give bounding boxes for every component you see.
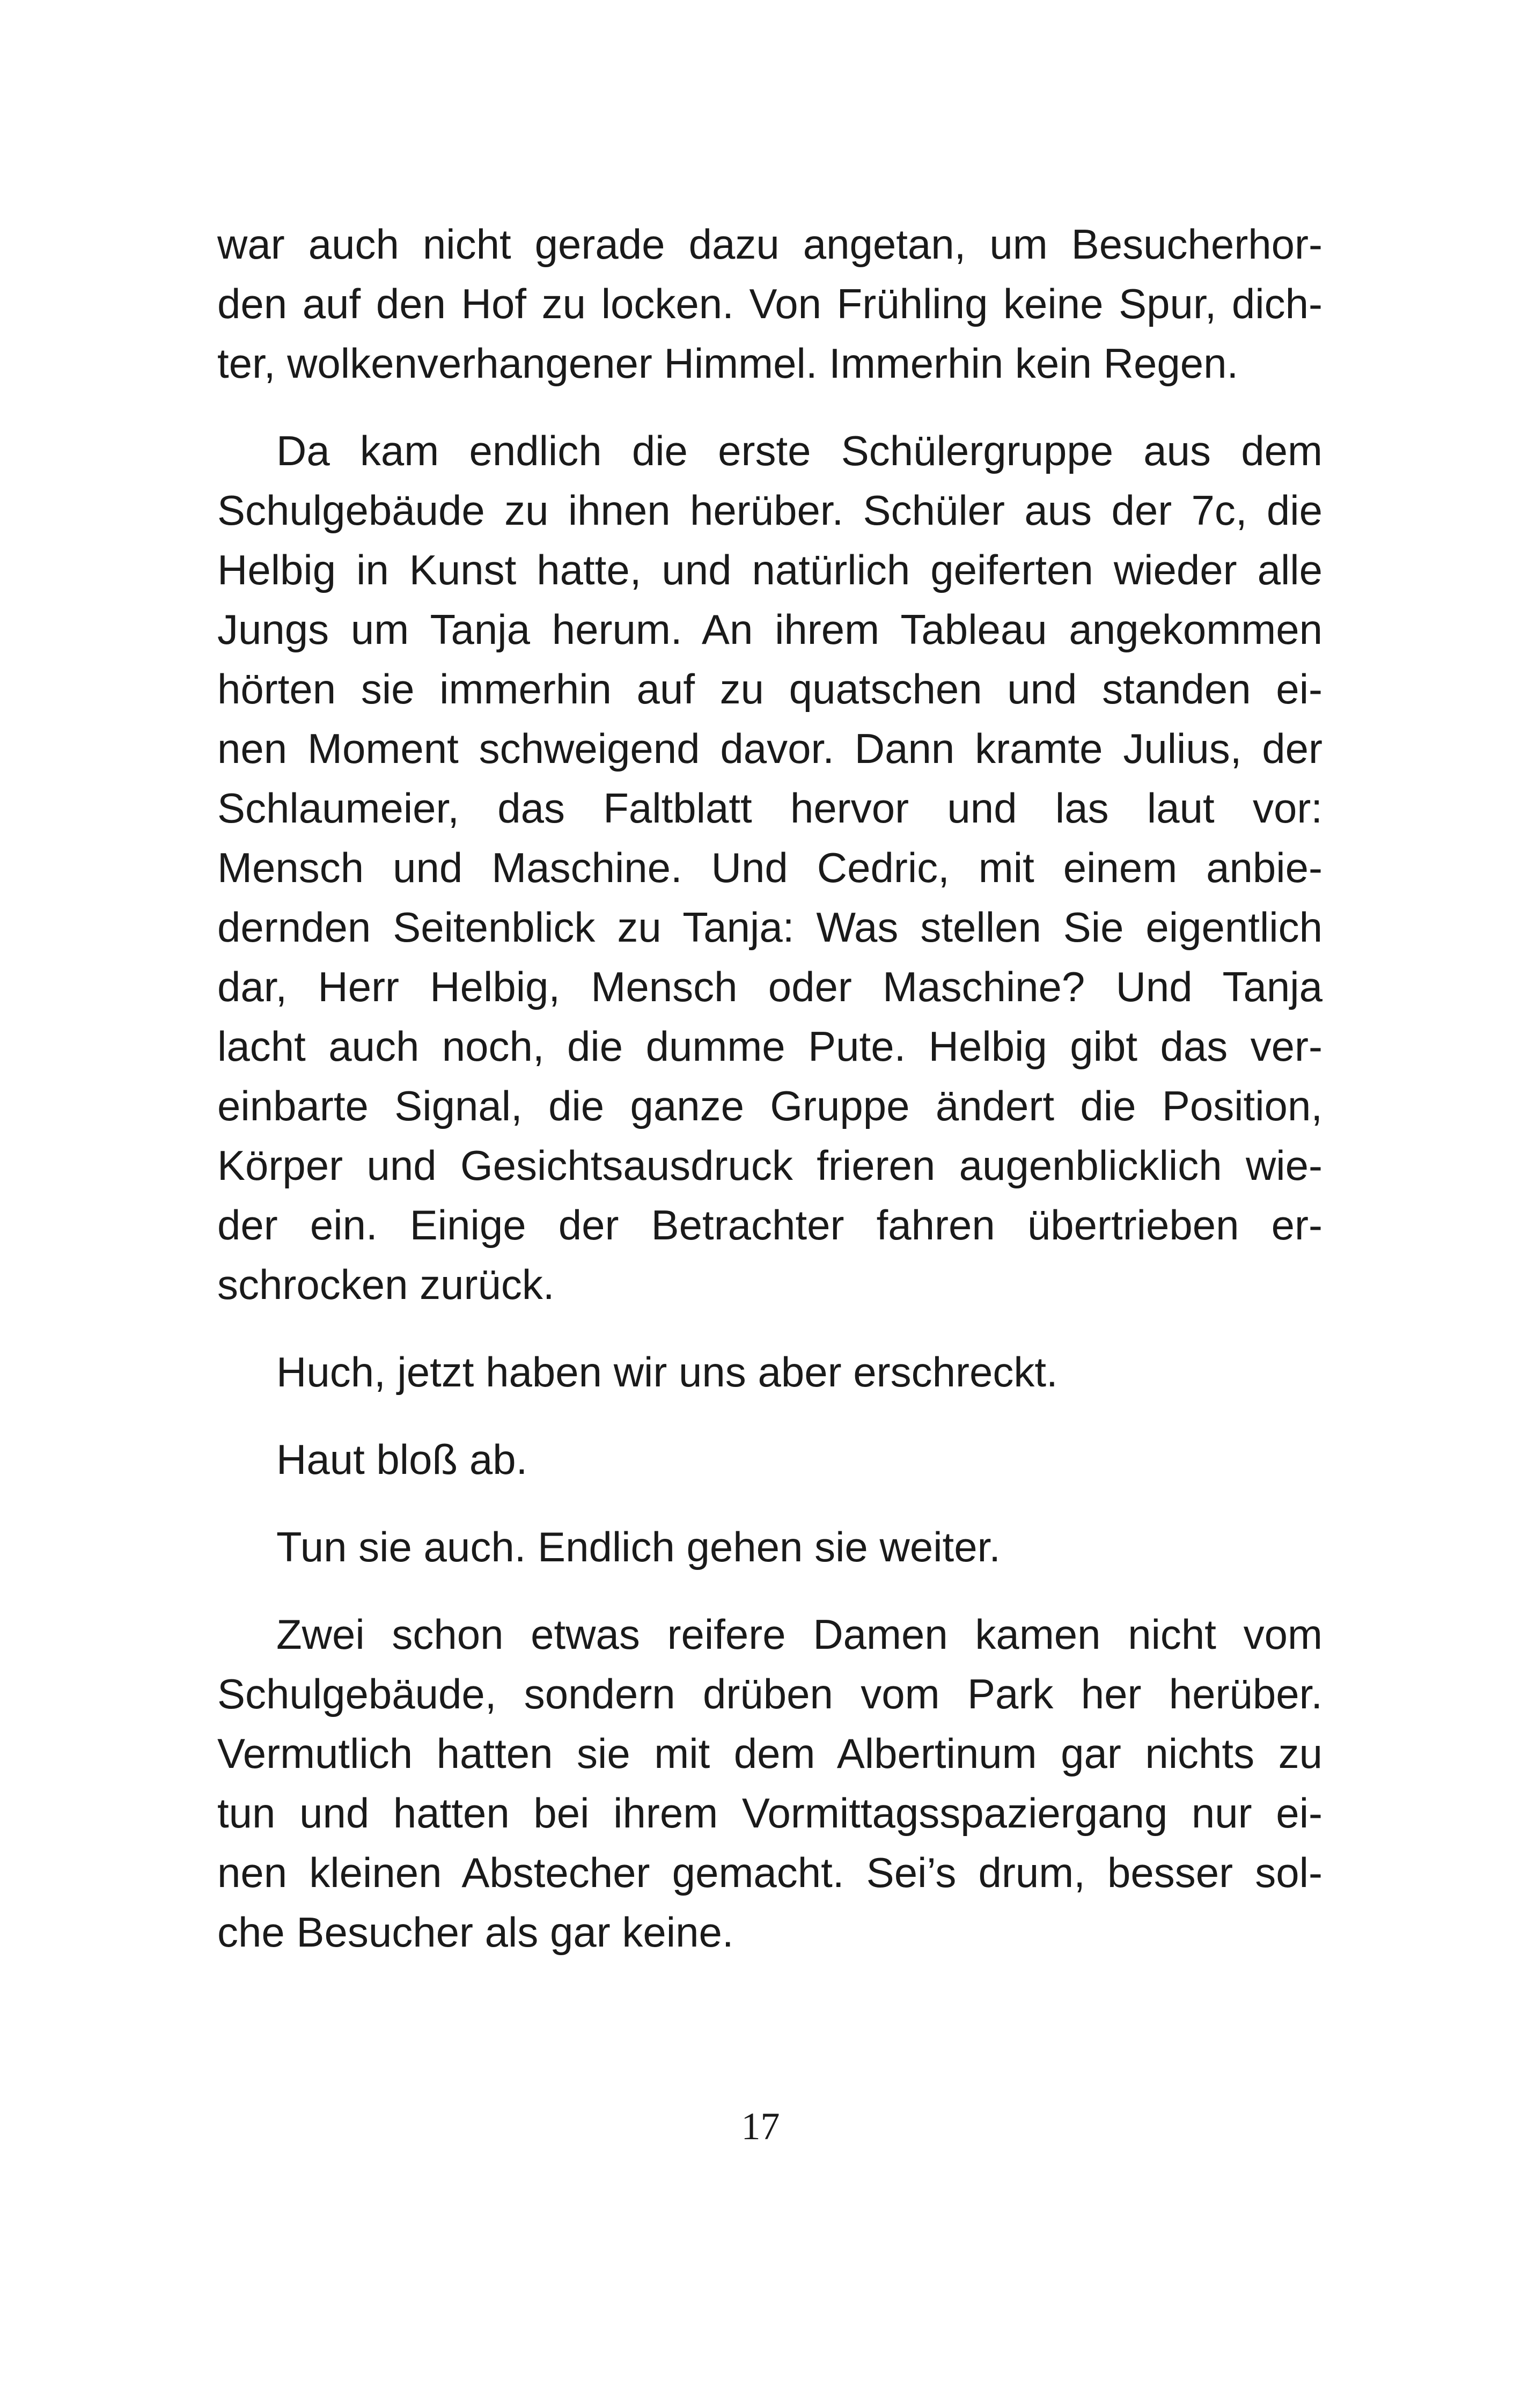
text-line: den auf den Hof zu locken. Von Frühling keine Spur, dich- — [217, 280, 1322, 327]
paragraph-3 — [217, 1342, 1322, 1402]
text-line: Schulgebäude, sondern drüben vom Park her herüber. — [217, 1670, 1322, 1717]
text-line: schrocken zurück. — [217, 1261, 555, 1308]
text-line: Vermutlich hatten sie mit dem Albertinum gar nichts zu — [217, 1730, 1322, 1777]
text-line: Schlaumeier, das Faltblatt hervor und las laut vor: — [217, 784, 1322, 832]
page-number: 17 — [741, 2105, 780, 2148]
text-line: Helbig in Kunst hatte, und natürlich geiferten wieder alle — [217, 546, 1322, 593]
text-line: tun und hatten bei ihrem Vormittagsspaziergang nur ei- — [217, 1789, 1322, 1837]
text-line: nen Moment schweigend davor. Dann kramte Julius, der — [217, 725, 1322, 772]
page-body — [217, 215, 1322, 1990]
paragraph-4 — [217, 1430, 1322, 1489]
paragraph-6 — [217, 1605, 1322, 1962]
text-line: che Besucher als gar keine. — [217, 1908, 734, 1956]
text-line: der ein. Einige der Betrachter fahren übertrieben er- — [217, 1201, 1322, 1249]
text-line: nen kleinen Abstecher gemacht. Sei’s drum, besser sol- — [217, 1849, 1322, 1896]
text-line: Schulgebäude zu ihnen herüber. Schüler aus der 7c, die — [217, 487, 1322, 534]
text-line: lacht auch noch, die dumme Pute. Helbig gibt das ver- — [217, 1023, 1322, 1070]
text-line: Huch, jetzt haben wir uns aber erschreckt. — [276, 1348, 1058, 1396]
text-line: ter, wolkenverhangener Himmel. Immerhin kein Regen. — [217, 340, 1239, 387]
text-line: Da kam endlich die erste Schülergruppe aus dem — [276, 427, 1322, 474]
text-line: einbarte Signal, die ganze Gruppe ändert die Position, — [217, 1082, 1322, 1129]
text-line: Jungs um Tanja herum. An ihrem Tableau angekommen — [217, 606, 1322, 653]
text-line: dernden Seitenblick zu Tanja: Was stellen Sie eigentlich — [217, 904, 1322, 951]
text-line: Körper und Gesichtsausdruck frieren augenblicklich wie- — [217, 1142, 1322, 1189]
text-line: Haut bloß ab. — [276, 1436, 528, 1483]
paragraph-2 — [217, 421, 1322, 1315]
text-line: Zwei schon etwas reifere Damen kamen nicht vom — [276, 1611, 1322, 1658]
text-line: dar, Herr Helbig, Mensch oder Maschine? Und Tanja — [217, 963, 1322, 1010]
text-line: Mensch und Maschine. Und Cedric, mit einem anbie- — [217, 844, 1322, 891]
text-line: Tun sie auch. Endlich gehen sie weiter. — [276, 1523, 1001, 1570]
text-line: war auch nicht gerade dazu angetan, um Besucherhor- — [217, 221, 1322, 268]
text-line: hörten sie immerhin auf zu quatschen und standen ei- — [217, 665, 1322, 713]
paragraph-5 — [217, 1517, 1322, 1577]
paragraph-1 — [217, 215, 1322, 393]
